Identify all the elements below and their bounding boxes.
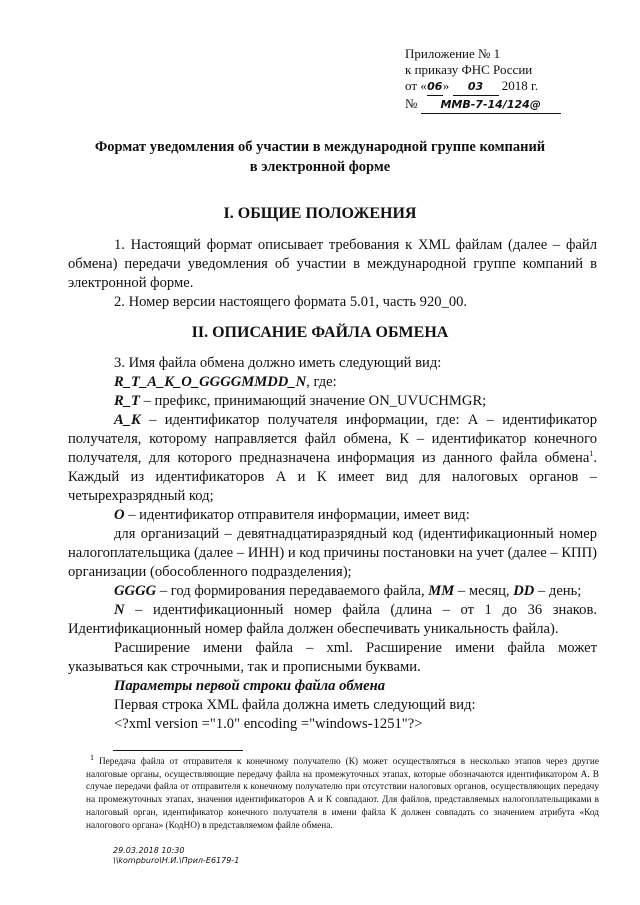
appendix-line1: Приложение № 1	[405, 46, 501, 61]
appendix-year: 2018	[501, 78, 528, 93]
section2-paragraph3: 3. Имя файла обмена должно иметь следующий вид:	[114, 355, 442, 371]
section1-heading: I. ОБЩИЕ ПОЛОЖЕНИЯ	[223, 205, 417, 222]
footnote-divider	[113, 750, 243, 751]
document-title: Формат уведомления об участии в международной группе компаний в электронной форме	[94, 139, 546, 175]
footnote-ref[interactable]: 1	[589, 449, 594, 459]
section1-paragraph1: 1. Настоящий формат описывает требования к XML файлам (далее – файл обмена) передачи уведомления об участии в международной группе компаний в электронной форме.	[68, 237, 597, 291]
rt-definition: R_T – префикс, принимающий значение ON_UVUCHMGR;	[114, 393, 487, 409]
section2-heading: II. ОПИСАНИЕ ФАЙЛА ОБМЕНА	[191, 324, 449, 341]
o-organizations: для организаций – девятнадцатиразрядный код (идентификационный номер налогоплательщика (далее – ИНН) и код причины постановки на учет (далее – КПП) организации (обособленного подразделения);	[68, 526, 597, 580]
footnote	[86, 752, 599, 832]
params-heading: Параметры первой строки файла обмена	[114, 678, 386, 694]
appendix-number: № ММВ-7-14/124@	[405, 96, 605, 114]
appendix-date: от «06» 03 2018 г.	[405, 78, 605, 96]
appendix-day: 06	[427, 79, 443, 96]
stamp-datetime: 29.03.2018 10:30	[113, 846, 185, 855]
ak-definition: A_K – идентификатор получателя информации, где: А – идентификатор получателя, которому направляется файл обмена, К – идентификатор конечного получателя, для которого предназначена информация из данного файла обмена$^1$. Каждый из идентификаторов А и К имеет вид для налоговых органов – четырехразрядный код;	[68, 412, 597, 504]
appendix-line2: к приказу ФНС России	[405, 62, 533, 77]
first-line-text: Первая строка XML файла должна иметь следующий вид:	[114, 697, 476, 713]
date-definition: GGGG – год формирования передаваемого файла, MM – месяц, DD – день;	[114, 583, 582, 599]
o-definition: O – идентификатор отправителя информации, имеет вид:	[114, 507, 470, 523]
footnote-text: Передача файла от отправителя к конечному получателю (К) может осуществляться в несколько этапов через другие налоговые органы, осуществляющие передачу файла на промежуточных этапах, которые обозначаются идентификатором А. В случае передачи файла от отправителя к конечному получателю при отсутствии налоговых органов, осуществляющих передачу на промежуточных этапах, значения идентификаторов А и К совпадают. Для файлов, представляемых налогоплательщиками в налоговый орган, идентификатор конечного получателя в имени файла К должен совпадать со значением атрибута «Код налогового органа» (КодНО) в представляемом файле обмена.	[86, 757, 599, 831]
section2-body	[68, 354, 597, 734]
xml-declaration: <?xml version ="1.0" encoding ="windows-1251"?>	[114, 716, 423, 732]
filename-pattern: R_T_A_K_O_GGGGMMDD_N, где:	[114, 374, 337, 390]
section1-paragraph2: 2. Номер версии настоящего формата 5.01, часть 920_00.	[114, 294, 468, 310]
appendix-number-value: ММВ-7-14/124@	[421, 97, 561, 114]
appendix-month: 03	[453, 79, 499, 96]
appendix-block	[405, 46, 605, 114]
print-stamp	[113, 846, 239, 866]
section1-body	[68, 236, 597, 312]
n-definition: N – идентификационный номер файла (длина – от 1 до 36 знаков. Идентификационный номер файла должен обеспечивать уникальность файла).	[68, 602, 597, 637]
extension-paragraph: Расширение имени файла – xml. Расширение имени файла может указываться как строчными, так и прописными буквами.	[68, 640, 597, 675]
stamp-path: \\kompburo\Н.И.\Прил-Е6179-1	[113, 856, 240, 865]
footnote-mark: 1	[90, 752, 94, 762]
